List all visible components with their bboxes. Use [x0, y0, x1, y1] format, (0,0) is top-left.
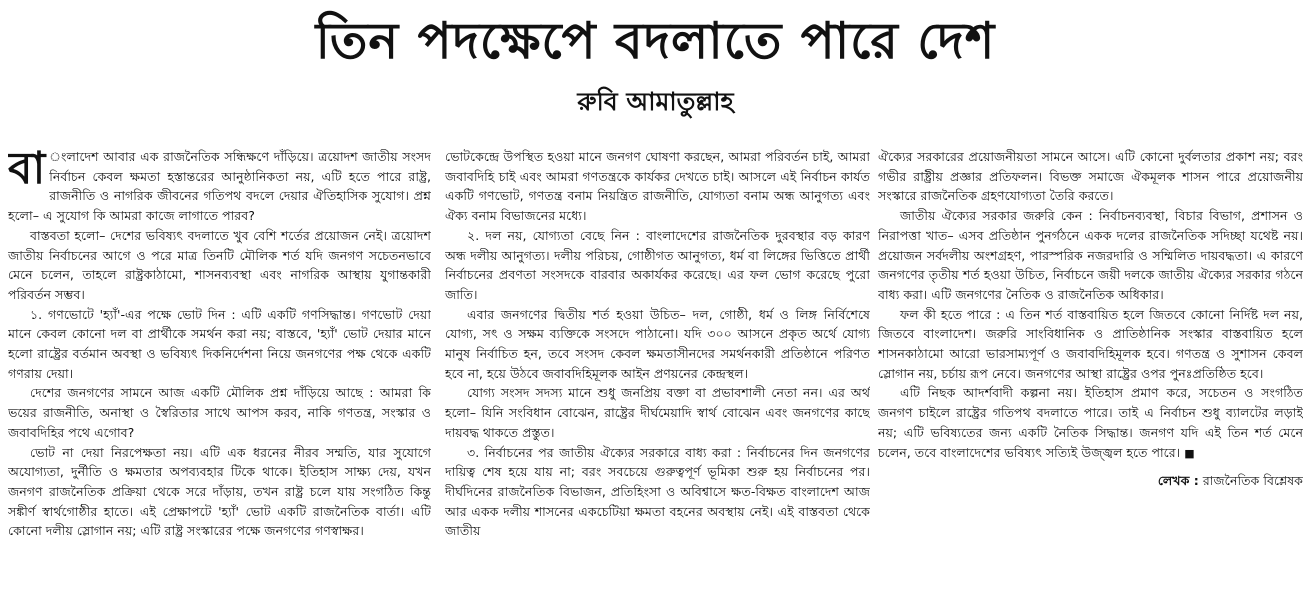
author-credit	[878, 471, 1303, 491]
paragraph: জাতীয় ঐক্যের সরকার জরুরি কেন : নির্বাচনব্যবস্থা, বিচার বিভাগ, প্রশাসন ও নিরাপত্তা খাত– এসব প্রতিষ্ঠান পুনর্গঠনে একক দলের রাজনৈতিক সদিচ্ছা যথেষ্ট নয়। প্রয়োজন সর্বদলীয় অংশগ্রহণ, পারস্পরিক নজরদারি ও সম্মিলিত দায়বদ্ধতা। এ কারণে জনগণের তৃতীয় শর্ত হওয়া উচিত, নির্বাচনে জয়ী দলকে জাতীয় ঐক্যের সরকার গঠনে বাধ্য করা। এটি জনগণের নৈতিক ও রাজনৈতিক অধিকার।	[878, 208, 1303, 302]
paragraph: ৩. নির্বাচনের পর জাতীয় ঐক্যের সরকারে বাধ্য করা : নির্বাচনের দিন জনগণের দায়িত্ব শেষ হয়ে যায় না; বরং সবচেয়ে গুরুত্বপূর্ণ ভূমিকা শুরু হয় নির্বাচনের পর। দীর্ঘদিনের রাজনৈতিক বিভাজন, প্রতিহিংসা ও অবিশ্বাসে ক্ষত-বিক্ষত বাংলাদেশ আজ আর একক দলীয় শাসনের একচেটিয়া ক্ষমতা বহনের অবস্থায় নেই। এই বাস্তবতা থেকে জাতীয়	[445, 444, 870, 539]
article-column-2	[445, 147, 870, 597]
paragraph	[8, 147, 431, 226]
drop-cap: বা	[8, 147, 46, 194]
paragraph-text: ংলাদেশ আবার এক রাজনৈতিক সন্ধিক্ষণে দাঁড়িয়ে। ত্রয়োদশ জাতীয় সংসদ নির্বাচন কেবল ক্ষমতা হস্তান্তরের আনুষ্ঠানিকতা নয়, এটি হতে পারে রাষ্ট্র, রাজনীতি ও নাগরিক জীবনের গতিপথ বদলে দেয়ার ঐতিহাসিক সুযোগ। প্রশ্ন হলো– এ সুযোগ কি আমরা কাজে লাগাতে পারব?	[8, 149, 431, 224]
paragraph: ২. দল নয়, যোগ্যতা বেছে নিন : বাংলাদেশের রাজনৈতিক দুরবস্থার বড় কারণ অন্ধ দলীয় আনুগত্য। দলীয় পরিচয়, গোষ্ঠীগত আনুগত্য, ধর্ম বা লিঙ্গের ভিত্তিতে প্রার্থী নির্বাচনের প্রবণতা সংসদকে বারবার অকার্যকর করেছে। এর ফল ভোগ করেছে পুরো জাতি।	[445, 227, 870, 302]
paragraph: ঐক্যের সরকারের প্রয়োজনীয়তা সামনে আসে। এটি কোনো দুর্বলতার প্রকাশ নয়; বরং গভীর রাষ্ট্রীয় প্রজ্ঞার প্রতিফলন। বিভক্ত সমাজে ঐকমূলক শাসন পারে প্রয়োজনীয় সংস্কারে রাজনৈতিক গ্রহণযোগ্যতা তৈরি করতে।	[878, 149, 1303, 204]
paragraph: ফল কী হতে পারে : এ তিন শর্ত বাস্তবায়িত হলে জিতবে কোনো নির্দিষ্ট দল নয়, জিতবে বাংলাদেশ। জরুরি সাংবিধানিক ও প্রাতিষ্ঠানিক সংস্কার বাস্তবায়িত হলে শাসনকাঠামো আরো ভারসাম্যপূর্ণ ও জবাবদিহিমূলক হবে। গণতন্ত্র ও সুশাসন কেবল স্লোগান নয়, চর্চায় রূপ নেবে। জনগণের আস্থা রাষ্ট্রের ওপর পুনঃপ্রতিষ্ঠিত হবে।	[878, 306, 1303, 381]
paragraph: এবার জনগণের দ্বিতীয় শর্ত হওয়া উচিত– দল, গোষ্ঠী, ধর্ম ও লিঙ্গ নির্বিশেষে যোগ্য, সৎ ও সক্ষম ব্যক্তিকে সংসদে পাঠানো। যদি ৩০০ আসনে প্রকৃত অর্থে যোগ্য মানুষ নির্বাচিত হন, তবে সংসদ কেবল ক্ষমতাসীনদের সমর্থনকারী প্রতিষ্ঠানে পরিণত হবে না, হয়ে উঠবে জবাবদিহিমূলক আইন প্রণয়নের কেন্দ্রস্থল।	[445, 306, 870, 381]
paragraph: যোগ্য সংসদ সদস্য মানে শুধু জনপ্রিয় বক্তা বা প্রভাবশালী নেতা নন। এর অর্থ হলো– যিনি সংবিধান বোঝেন, রাষ্ট্রের দীর্ঘমেয়াদি স্বার্থ বোঝেন এবং জনগণের কাছে দায়বদ্ধ থাকতে প্রস্তুত।	[445, 385, 870, 440]
article-column-1	[8, 147, 431, 597]
paragraph	[878, 383, 1303, 463]
paragraph: দেশের জনগণের সামনে আজ একটি মৌলিক প্রশ্ন দাঁড়িয়ে আছে : আমরা কি ভয়ের রাজনীতি, অনাস্থা ও স্বৈরিতার সাথে আপস করব, নাকি গণতন্ত্র, সংস্কার ও জবাবদিহির পথে এগোব?	[8, 385, 431, 440]
byline: রুবি আমাতুল্লাহ	[577, 87, 734, 116]
paragraph: ভোট না দেয়া নিরপেক্ষতা নয়। এটি এক ধরনের নীরব সম্মতি, যার সুযোগে অযোগ্যতা, দুর্নীতি ও ক্ষমতার অপব্যবহার টিকে থাকে। ইতিহাস সাক্ষ্য দেয়, যখন জনগণ রাজনৈতিক প্রক্রিয়া থেকে সরে দাঁড়ায়, তখন রাষ্ট্র চলে যায় সংগঠিত কিন্তু সঙ্কীর্ণ স্বার্থগোষ্ঠীর হাতে। এই প্রেক্ষাপটে 'হ্যাঁ' ভোট একটি রাজনৈতিক বার্তা। এটি কোনো দলীয় স্লোগান নয়; এটি রাষ্ট্র সংস্কারের পক্ষে জনগণের গণস্বাক্ষর।	[8, 444, 431, 539]
paragraph: বাস্তবতা হলো– দেশের ভবিষ্যৎ বদলাতে খুব বেশি শর্তের প্রয়োজন নেই। ত্রয়োদশ জাতীয় নির্বাচনের আগে ও পরে মাত্র তিনটি মৌলিক শর্ত যদি জনগণ সচেতনভাবে মেনে চলেন, তাহলে রাষ্ট্রকাঠামো, শাসনব্যবস্থা এবং নাগরিক আস্থায় যুগান্তকারী পরিবর্তন সম্ভব।	[8, 227, 431, 302]
paragraph: ভোটকেন্দ্রে উপস্থিত হওয়া মানে জনগণ ঘোষণা করছেন, আমরা পরিবর্তন চাই, আমরা জবাবদিহি চাই এবং আমরা গণতন্ত্রকে কার্যকর দেখতে চাই। আসলে এই নির্বাচন কার্যত একটি গণভোট, গণতন্ত্র বনাম নিয়ন্ত্রিত রাজনীতি, যোগ্যতা বনাম অন্ধ আনুগত্য এবং ঐক্য বনাম বিভাজনের মধ্যে।	[445, 149, 870, 224]
article-column-3	[878, 147, 1303, 597]
end-mark: ■	[1184, 446, 1195, 460]
paragraph: ১. গণভোটে 'হ্যাঁ'-এর পক্ষে ভোট দিন : এটি একটি গণসিদ্ধান্ত। গণভোট দেয়া মানে কেবল কোনো দল বা প্রার্থীকে সমর্থন করা নয়; বাস্তবে, 'হ্যাঁ' ভোট দেয়ার মানে হলো রাষ্ট্রের বর্তমান অবস্থা ও ভবিষ্যৎ দিকনির্দেশনা নিয়ে জনগণের পক্ষ থেকে একটি গণরায় দেয়া।	[8, 306, 431, 381]
headline: তিন পদক্ষেপে বদলাতে পারে দেশ	[315, 11, 996, 70]
paragraph-text: এটি নিছক আদর্শবাদী কল্পনা নয়। ইতিহাস প্রমাণ করে, সচেতন ও সংগঠিত জনগণ চাইলে রাষ্ট্রের গতিপথ বদলাতে পারে। তাই এ নির্বাচন শুধু ব্যালটের লড়াই নয়; এটি ভবিষ্যতের জন্য একটি নৈতিক সিদ্ধান্ত। জনগণ যদি এই তিন শর্ত মেনে চলেন, তবে বাংলাদেশের ভবিষ্যৎ সত্যিই উজ্জ্বল হতে পারে।	[878, 385, 1303, 460]
credit-label: লেখক :	[1157, 473, 1199, 489]
credit-text: রাজনৈতিক বিশ্লেষক	[1202, 473, 1303, 489]
